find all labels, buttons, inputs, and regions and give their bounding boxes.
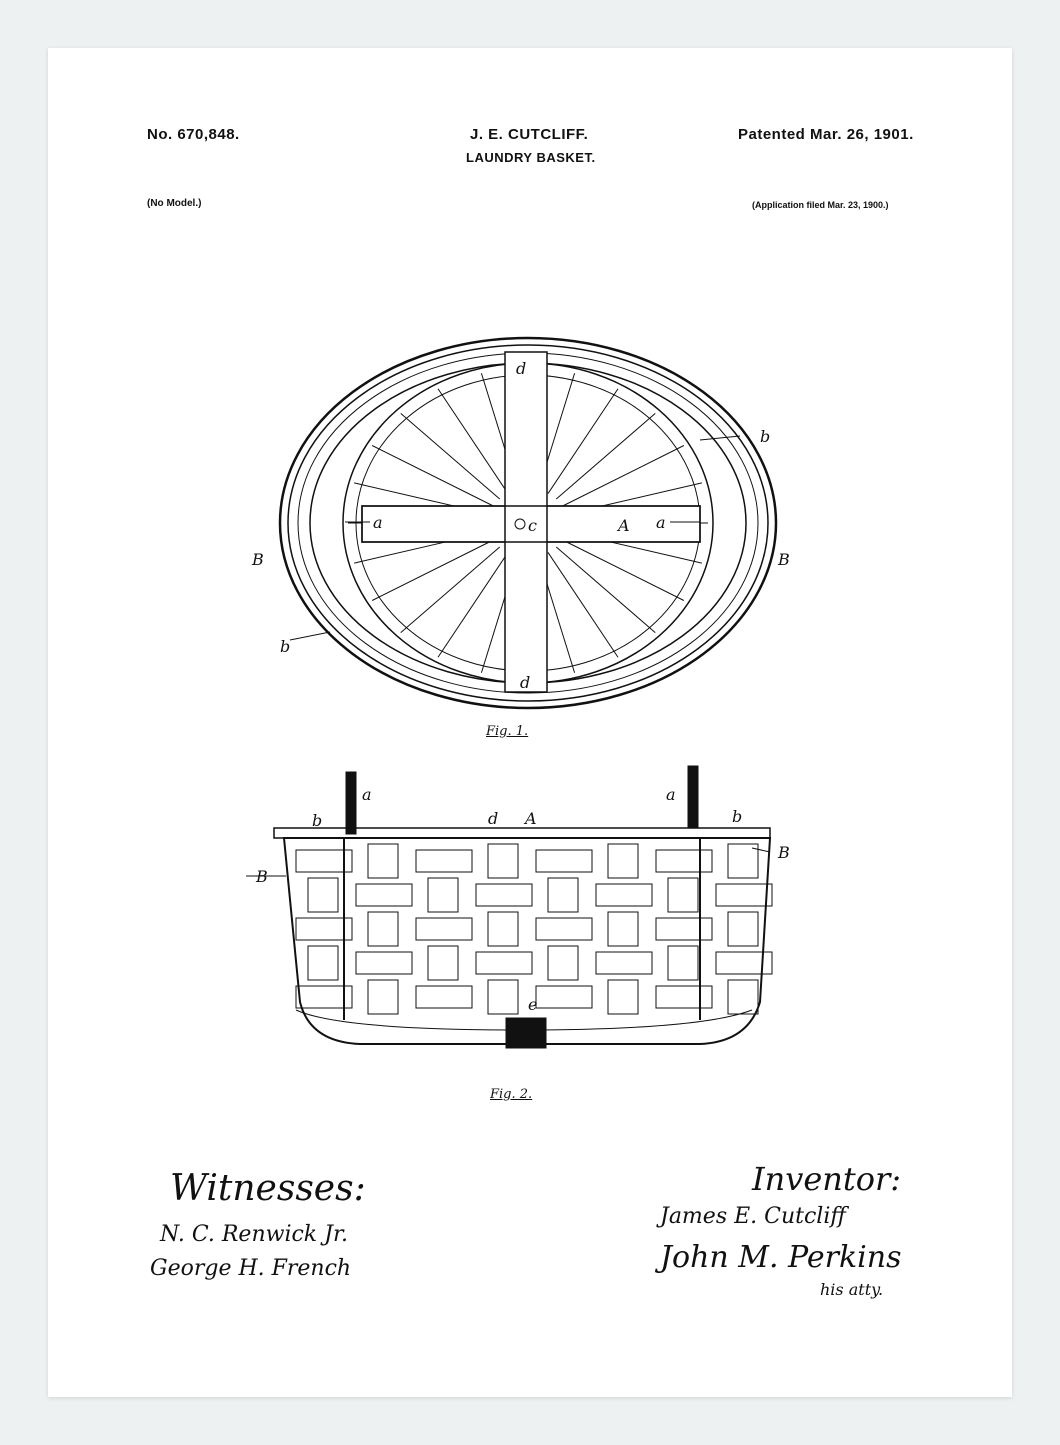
- weave-strip: [656, 986, 712, 1008]
- weave-strip: [356, 884, 412, 906]
- witnesses-heading: Witnesses:: [170, 1168, 366, 1209]
- weave-strip: [416, 918, 472, 940]
- fig2-label-d: d: [488, 809, 499, 828]
- weave-upright: [608, 980, 638, 1014]
- fig2-label-e: e: [528, 995, 538, 1014]
- no-model-note: (No Model.): [147, 198, 202, 209]
- weave-strip: [596, 884, 652, 906]
- fig2-label-B-right: B: [778, 843, 790, 862]
- weave-upright: [608, 844, 638, 878]
- weave-upright: [428, 946, 458, 980]
- weave-upright: [488, 912, 518, 946]
- weave-strip: [536, 850, 592, 872]
- weave-strip: [536, 986, 592, 1008]
- fig2-label-b-left: b: [312, 811, 323, 830]
- weave-upright: [668, 878, 698, 912]
- spoke-line: [438, 552, 508, 657]
- weave-strip: [536, 918, 592, 940]
- inventor-signature: James E. Cutcliff: [660, 1204, 846, 1229]
- weave-upright: [368, 912, 398, 946]
- inventor-heading: Inventor:: [752, 1160, 902, 1198]
- patent-title: LAUNDRY BASKET.: [466, 150, 596, 165]
- fig2-caption: Fig. 2.: [490, 1087, 533, 1102]
- weave-strip: [656, 850, 712, 872]
- fig1-label-c: c: [528, 516, 537, 535]
- fig2-label-A: A: [525, 809, 537, 828]
- witness-signature-1: N. C. Renwick Jr.: [160, 1222, 349, 1247]
- weave-strip: [656, 918, 712, 940]
- weave-strip: [416, 986, 472, 1008]
- weave-strip: [596, 952, 652, 974]
- fig2-label-B-left: B: [256, 867, 268, 886]
- weave-upright: [308, 946, 338, 980]
- spoke-line: [548, 552, 618, 657]
- inventor-name: J. E. CUTCLIFF.: [470, 126, 589, 143]
- patent-number: No. 670,848.: [147, 126, 240, 143]
- spoke-line: [372, 540, 493, 601]
- fig2-label-b-right: b: [732, 807, 743, 826]
- fig1-label-a-right: a: [656, 513, 666, 532]
- weave-upright: [728, 844, 758, 878]
- fig1-label-d-bottom: d: [520, 673, 531, 692]
- fig1-label-B-right: B: [778, 550, 790, 569]
- fig2-side-view: [246, 766, 772, 1048]
- weave-upright: [548, 878, 578, 912]
- patented-date: Patented Mar. 26, 1901.: [738, 126, 914, 143]
- spoke-line: [563, 446, 684, 507]
- fig1-caption: Fig. 1.: [486, 724, 529, 739]
- application-filed-note: (Application filed Mar. 23, 1900.): [752, 200, 889, 210]
- weave-upright: [728, 912, 758, 946]
- attorney-signature: John M. Perkins: [660, 1240, 902, 1275]
- witness-signature-2: George H. French: [150, 1256, 352, 1281]
- weave-upright: [728, 980, 758, 1014]
- spoke-line: [401, 547, 500, 633]
- weave-upright: [368, 980, 398, 1014]
- fig2-label-a-left: a: [362, 785, 372, 804]
- fig1-label-b-upper: b: [760, 427, 771, 446]
- weave-strip: [356, 952, 412, 974]
- fig1-label-b-lower: b: [280, 637, 291, 656]
- weave-strip: [416, 850, 472, 872]
- weave-upright: [668, 946, 698, 980]
- spoke-line: [548, 389, 618, 494]
- fig1-label-A: A: [618, 516, 630, 535]
- fig1-label-B-left: B: [252, 550, 264, 569]
- spoke-line: [401, 413, 500, 499]
- spoke-line: [556, 547, 655, 633]
- weave-strip: [476, 952, 532, 974]
- spoke-line: [556, 413, 655, 499]
- spoke-line: [563, 540, 684, 601]
- fig1-label-a-left: a: [373, 513, 383, 532]
- weave-upright: [488, 980, 518, 1014]
- weave-strip: [476, 884, 532, 906]
- weave-upright: [308, 878, 338, 912]
- spoke-line: [438, 389, 508, 494]
- weave-upright: [608, 912, 638, 946]
- spoke-line: [372, 446, 493, 507]
- weave-upright: [428, 878, 458, 912]
- fig2-label-a-right: a: [666, 785, 676, 804]
- fig1-label-d-top: d: [516, 359, 527, 378]
- weave-strip: [716, 884, 772, 906]
- weave-upright: [368, 844, 398, 878]
- weave-upright: [488, 844, 518, 878]
- weave-upright: [548, 946, 578, 980]
- attorney-note: his atty.: [820, 1280, 884, 1299]
